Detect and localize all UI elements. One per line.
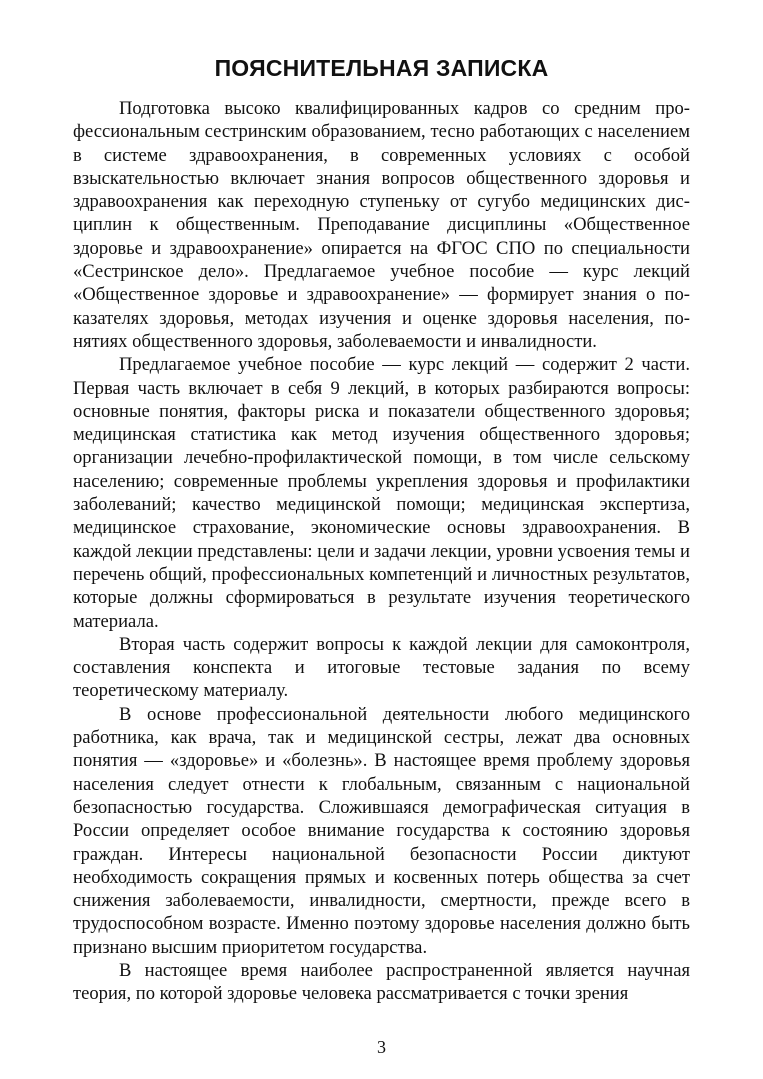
paragraph-5: В настоящее время наиболее распространенной является научная теория, по которой здоровье человека рассматривается с точки зрения: [73, 959, 690, 1005]
paragraph-2: Предлагаемое учебное пособие — курс лекций — содержит 2 части. Первая часть включает в себя 9 лекций, в которых разбираются вопросы: основные понятия, факторы риска и показатели общественного здоровья; медицинская статистика как метод изучения общественного здоровья; организации лечебно-профилактической помощи, в том числе сельскому населению; современные проблемы укрепления здоровья и профилактики заболеваний; качество медицинской помощи; медицинская экспертиза, медицинское страхование, экономические основы здравоохранения. В каждой лекции представлены: цели и задачи лекции, уровни усвоения темы и перечень общий, профессиональных компетенций и личностных результатов, которые должны сформироваться в результате изучения теоретического материала.: [73, 354, 690, 632]
page-title: ПОЯСНИТЕЛЬНАЯ ЗАПИСКА: [214, 55, 549, 81]
page-number: 3: [377, 1037, 386, 1057]
paragraph-3: Вторая часть содержит вопросы к каждой лекции для самоконтроля, составления конспекта и итоговые тестовые задания по всему теоретическому материалу.: [73, 633, 690, 702]
paragraph-4: В основе профессиональной деятельности любого медицинского работника, как врача, так и медицинской сестры, лежат два основных понятия — «здоровье» и «болезнь». В настоящее время проблему здоровья населения следует отнести к глобальным, связанным с национальной безопасностью государства. Сложившаяся демографическая ситуация в России определяет особое внимание государства к состоянию здоровья граждан. Интересы национальной безопасности России диктуют необходимость сокращения прямых и косвенных потерь общества за счет снижения заболеваемости, инвалидности, смертности, прежде всего в трудоспособном возрасте. Именно поэтому здоровье населения должно быть признано высшим приоритетом государства.: [73, 703, 690, 958]
document-page: [73, 0, 690, 1079]
paragraph-1: Подготовка высоко квалифицированных кадров со средним профессиональным сестринским образованием, тесно работающих с населением в системе здравоохранения, в современных условиях с особой взыскательностью включает знания вопросов общественного здоровья и здравоохранения как переходную ступеньку от сугубо медицинских дисциплин к общественным. Преподавание дисциплины «Общественное здоровье и здравоохранение» опирается на ФГОС СПО по специальности «Сестринское дело». Предлагаемое учебное пособие — курс лекций «Общественное здоровье и здравоохранение» — формирует знания о показателях здоровья, методах изучения и оценке здоровья населения, понятиях общественного здоровья, заболеваемости и инвалидности.: [73, 98, 690, 352]
body-text: [73, 97, 690, 1006]
